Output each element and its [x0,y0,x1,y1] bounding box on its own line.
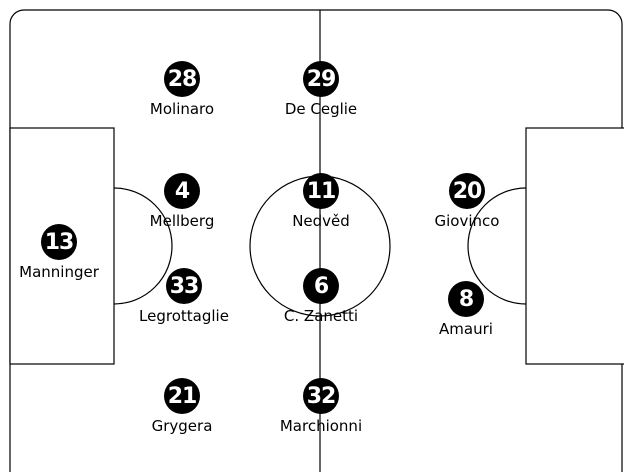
player-name: De Ceglie [284,100,358,118]
player-number-badge: 20 [449,173,485,209]
player-name: C. Zanetti [283,307,359,325]
player-name: Nedvěd [292,212,350,230]
player-name: Marchionni [279,417,363,435]
player-number-badge: 29 [303,61,339,97]
player-name: Mellberg [149,212,215,230]
player-marker [0,224,119,282]
player-marker [261,61,381,119]
player-marker [122,173,242,231]
player-number-badge: 13 [41,224,77,260]
player-number-badge: 4 [164,173,200,209]
player-name: Amauri [439,320,493,338]
player-name: Giovinco [434,212,500,230]
player-marker [261,268,381,326]
right-penalty-box [526,128,624,364]
player-number-badge: 8 [448,281,484,317]
player-marker [261,173,381,231]
player-number-badge: 33 [166,268,202,304]
player-marker [407,173,527,231]
player-name: Molinaro [149,100,215,118]
player-marker [122,61,242,119]
player-number-badge: 28 [164,61,200,97]
player-marker [124,268,244,326]
player-number-badge: 6 [303,268,339,304]
player-number-badge: 11 [303,173,339,209]
player-marker [406,281,526,339]
player-marker [122,378,242,436]
player-marker [261,378,381,436]
player-name: Legrottaglie [139,307,229,325]
player-name: Grygera [151,417,213,435]
player-number-badge: 32 [303,378,339,414]
player-name: Manninger [19,263,99,281]
player-number-badge: 21 [164,378,200,414]
